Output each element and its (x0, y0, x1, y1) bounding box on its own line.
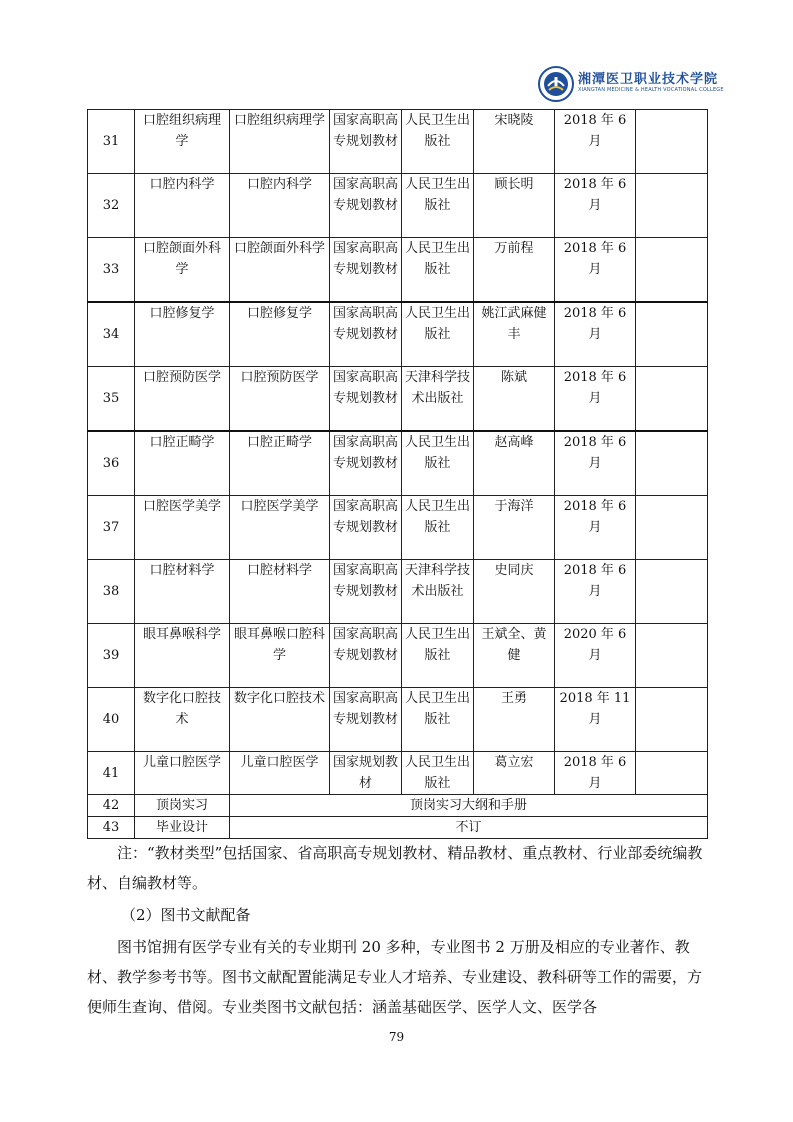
textbook-type: 国家高职高专规划教材 (330, 496, 402, 560)
publish-date: 2018 年 6 月 (555, 496, 636, 560)
table-note: 注：“教材类型”包括国家、省高职高专规划教材、精品教材、重点教材、行业部委统编教材、自编教材等。 (87, 844, 703, 892)
textbook-type: 国家高职高专规划教材 (330, 367, 402, 432)
textbook-name: 口腔材料学 (230, 560, 330, 624)
empty-cell (636, 174, 708, 238)
publisher: 人民卫生出版社 (402, 752, 474, 795)
empty-cell (636, 752, 708, 795)
textbook-type: 国家高职高专规划教材 (330, 174, 402, 238)
empty-cell (636, 560, 708, 624)
publish-date: 2020 年 6 月 (555, 624, 636, 688)
course-name: 口腔组织病理学 (135, 110, 230, 174)
table-row (88, 496, 708, 560)
publisher: 人民卫生出版社 (402, 110, 474, 174)
row-number: 41 (88, 752, 135, 795)
textbook-name: 数字化口腔技术 (230, 688, 330, 752)
college-name-cn: 湘潭医卫职业技术学院 (578, 72, 719, 87)
table-row (88, 367, 708, 432)
course-name: 数字化口腔技术 (135, 688, 230, 752)
publish-date: 2018 年 6 月 (555, 110, 636, 174)
empty-cell (636, 367, 708, 432)
editor: 葛立宏 (474, 752, 555, 795)
publisher: 人民卫生出版社 (402, 431, 474, 496)
row-number: 34 (88, 302, 135, 367)
editor: 顾长明 (474, 174, 555, 238)
publish-date: 2018 年 6 月 (555, 431, 636, 496)
page-number: 79 (388, 1030, 405, 1044)
publish-date: 2018 年 6 月 (555, 367, 636, 432)
empty-cell (636, 110, 708, 174)
empty-cell (636, 238, 708, 303)
table-row (88, 688, 708, 752)
course-name: 口腔医学美学 (135, 496, 230, 560)
row-number: 38 (88, 560, 135, 624)
row-number: 43 (88, 817, 135, 839)
publisher: 天津科学技术出版社 (402, 560, 474, 624)
publisher: 人民卫生出版社 (402, 496, 474, 560)
publish-date: 2018 年 6 月 (555, 302, 636, 367)
row-number: 35 (88, 367, 135, 432)
textbook-table (87, 109, 708, 839)
table-row (88, 431, 708, 496)
row-number: 42 (88, 795, 135, 817)
textbook-type: 国家高职高专规划教材 (330, 624, 402, 688)
course-name: 口腔预防医学 (135, 367, 230, 432)
textbook-name: 口腔内科学 (230, 174, 330, 238)
section-heading: （2）图书文献配备 (121, 906, 251, 924)
textbook-name: 儿童口腔医学 (230, 752, 330, 795)
college-logo (538, 66, 724, 102)
editor: 宋晓陵 (474, 110, 555, 174)
row-number: 39 (88, 624, 135, 688)
editor: 陈斌 (474, 367, 555, 432)
textbook-name: 口腔组织病理学 (230, 110, 330, 174)
textbook-type: 国家高职高专规划教材 (330, 431, 402, 496)
publisher: 人民卫生出版社 (402, 238, 474, 303)
merged-content-cell: 顶岗实习大纲和手册 (230, 795, 708, 817)
table-row (88, 817, 708, 839)
editor: 万前程 (474, 238, 555, 303)
empty-cell (636, 496, 708, 560)
textbook-name: 口腔预防医学 (230, 367, 330, 432)
textbook-type: 国家规划教材 (330, 752, 402, 795)
college-emblem-icon (538, 66, 574, 102)
textbook-name: 口腔医学美学 (230, 496, 330, 560)
textbook-name: 口腔正畸学 (230, 431, 330, 496)
table-row (88, 752, 708, 795)
merged-content-cell: 不订 (230, 817, 708, 839)
table-row (88, 795, 708, 817)
publisher: 人民卫生出版社 (402, 174, 474, 238)
table-row (88, 302, 708, 367)
row-number: 40 (88, 688, 135, 752)
empty-cell (636, 302, 708, 367)
row-number: 36 (88, 431, 135, 496)
course-name: 口腔内科学 (135, 174, 230, 238)
textbook-type: 国家高职高专规划教材 (330, 110, 402, 174)
college-name-en: XIANGTAN MEDICINE & HEALTH VOCATIONAL COLLEGE (578, 87, 724, 93)
textbook-type: 国家高职高专规划教材 (330, 238, 402, 303)
editor: 王勇 (474, 688, 555, 752)
textbook-name: 口腔修复学 (230, 302, 330, 367)
row-number: 32 (88, 174, 135, 238)
course-name: 毕业设计 (135, 817, 230, 839)
course-name: 口腔材料学 (135, 560, 230, 624)
empty-cell (636, 431, 708, 496)
editor: 姚江武麻健丰 (474, 302, 555, 367)
course-name: 口腔修复学 (135, 302, 230, 367)
editor: 史同庆 (474, 560, 555, 624)
publish-date: 2018 年 6 月 (555, 560, 636, 624)
course-name: 儿童口腔医学 (135, 752, 230, 795)
editor: 于海洋 (474, 496, 555, 560)
course-name: 眼耳鼻喉科学 (135, 624, 230, 688)
course-name: 口腔颌面外科学 (135, 238, 230, 303)
row-number: 37 (88, 496, 135, 560)
table-row (88, 624, 708, 688)
publish-date: 2018 年 6 月 (555, 174, 636, 238)
table-row (88, 174, 708, 238)
table-row (88, 238, 708, 303)
textbook-name: 口腔颌面外科学 (230, 238, 330, 303)
table-row (88, 110, 708, 174)
publisher: 人民卫生出版社 (402, 624, 474, 688)
empty-cell (636, 688, 708, 752)
publish-date: 2018 年 11 月 (555, 688, 636, 752)
table-row (88, 560, 708, 624)
body-paragraph: 图书馆拥有医学专业有关的专业期刊 20 多种，专业图书 2 万册及相应的专业著作、教材、教学参考书等。图书文献配置能满足专业人才培养、专业建设、教科研等工作的需要，方便师生查询、借阅。专业类图书文献包括：涵盖基础医学、医学人文、医学各 (87, 938, 703, 1016)
publisher: 天津科学技术出版社 (402, 367, 474, 432)
textbook-name: 眼耳鼻喉口腔科学 (230, 624, 330, 688)
textbook-type: 国家高职高专规划教材 (330, 688, 402, 752)
course-name: 口腔正畸学 (135, 431, 230, 496)
row-number: 33 (88, 238, 135, 303)
publish-date: 2018 年 6 月 (555, 238, 636, 303)
course-name: 顶岗实习 (135, 795, 230, 817)
empty-cell (636, 624, 708, 688)
publisher: 人民卫生出版社 (402, 302, 474, 367)
publish-date: 2018 年 6 月 (555, 752, 636, 795)
textbook-type: 国家高职高专规划教材 (330, 302, 402, 367)
publisher: 人民卫生出版社 (402, 688, 474, 752)
editor: 王斌全、黄健 (474, 624, 555, 688)
textbook-type: 国家高职高专规划教材 (330, 560, 402, 624)
row-number: 31 (88, 110, 135, 174)
editor: 赵高峰 (474, 431, 555, 496)
